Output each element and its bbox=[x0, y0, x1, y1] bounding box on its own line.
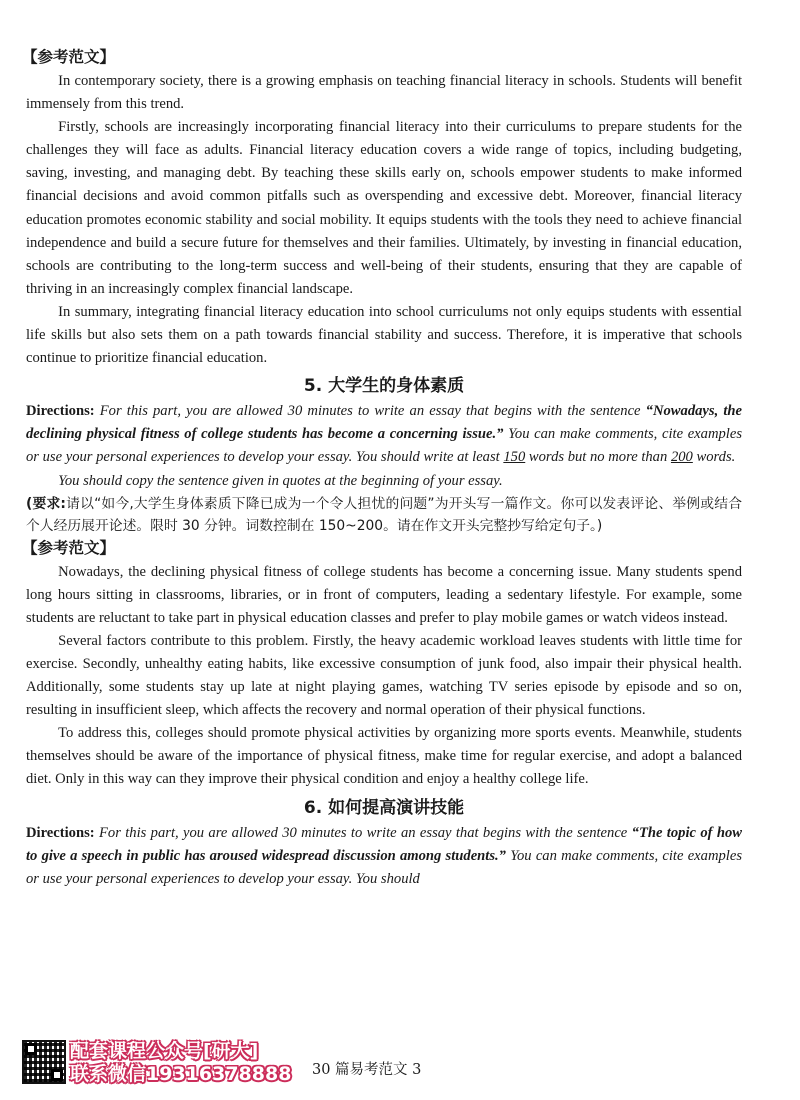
directions-text: For this part, you are allowed 30 minutes to write an essay that begins with the sentence bbox=[94, 403, 646, 420]
copy-note: You should copy the sentence given in quotes at the beginning of your essay. bbox=[58, 472, 503, 489]
directions-text-3: words but no more than bbox=[525, 449, 671, 466]
document-page bbox=[22, 46, 742, 891]
directions-text-4: words. bbox=[692, 449, 736, 466]
topic6-directions bbox=[26, 822, 742, 891]
directions-label: Directions: bbox=[26, 403, 95, 420]
min-words: 150 bbox=[503, 449, 526, 466]
requirement-label: (要求: bbox=[26, 495, 66, 512]
page-footer bbox=[22, 1040, 762, 1090]
essay2-paragraph-2: Several factors contribute to this problem. Firstly, the heavy academic workload leaves students with little time for exercise. Secondly, unhealthy eating habits, like excessive consumption of junk food, also impair their physical health. Additionally, some students stay up late at night playing games, watching TV series episode by episode and so on, resulting in insufficient sleep, which affects the recovery and normal operation of their physical functions. bbox=[26, 632, 742, 719]
stamp-line-1: 配套课程公众号[研大] bbox=[70, 1040, 259, 1062]
directions-quote: “Nowadays, the declining physical fitness of college students has become a concerning issue.” bbox=[26, 403, 742, 443]
chinese-requirement bbox=[26, 493, 742, 537]
directions-text-2: You can make comments, cite examples or use your personal experiences to develop your essay. You should bbox=[26, 847, 742, 887]
directions-label: Directions: bbox=[26, 824, 95, 841]
stamp-line-2: 联系微信19316378888 bbox=[70, 1063, 292, 1085]
promo-stamp bbox=[70, 1040, 330, 1086]
essay1-paragraph-2: Firstly, schools are increasingly incorporating financial literacy into their curriculums to prepare students for the challenges they will face as adults. Financial literacy education covers a wide range of topics, including budgeting, saving, investing, and managing debt. By teaching these skills early on, schools empower students to make informed financial decisions and avoid common pitfalls such as overspending and excessive debt. Moreover, financial literacy education promotes economic stability and social mobility. It equips students with the tools they need to achieve financial independence and build a secure future for themselves and their families. Ultimately, by investing in financial education, schools are contributing to the long-term success and well-being of their students, ensuring that they are capable of thriving in an increasingly complex financial landscape. bbox=[26, 119, 742, 297]
directions-quote: “The topic of how to give a speech in public has aroused widespread discussion among students.” bbox=[26, 824, 742, 864]
page-number: 30 篇易考范文 3 bbox=[312, 1062, 422, 1078]
topic5-heading: 5. 大学生的身体素质 bbox=[303, 376, 465, 397]
qr-code-icon bbox=[22, 1040, 66, 1084]
reference-essay-label-2: 【参考范文】 bbox=[22, 538, 116, 557]
essay2-paragraph-1: Nowadays, the declining physical fitness of college students has become a concerning issue. Many students spend long hours sitting in classrooms, libraries, or in front of computers, leading a sedentary lifestyle. For example, some students are reluctant to take part in physical education classes and prefer to play mobile games or watch videos instead. bbox=[26, 563, 742, 626]
essay2-paragraph-3: To address this, colleges should promote physical activities by organizing more sports events. Meanwhile, students themselves should be aware of the importance of physical fitness, make time for regular exercise, and adopt a balanced diet. Only in this way can they improve their physical condition and enjoy a healthy college life. bbox=[26, 725, 742, 788]
reference-essay-label: 【参考范文】 bbox=[22, 48, 116, 66]
essay1-paragraph-3: In summary, integrating financial literacy education into school curriculums not only equips students with essential life skills but also sets them on a path towards financial stability and success. Therefore, it is imperative that schools continue to prioritize financial education. bbox=[26, 303, 742, 367]
directions-text: For this part, you are allowed 30 minutes to write an essay that begins with the sentence bbox=[94, 824, 632, 841]
requirement-text: 请以“如今,大学生身体素质下降已成为一个令人担忧的问题”为开头写一篇作文。你可以发表评论、举例或结合个人经历展开论述。限时 30 分钟。词数控制在 150~200。请在作文开头完整抄写给定句子。) bbox=[26, 495, 742, 534]
essay1-paragraph-1: In contemporary society, there is a growing emphasis on teaching financial literacy in schools. Students will benefit immensely from this trend. bbox=[26, 73, 742, 113]
topic6-heading: 6. 如何提高演讲技能 bbox=[303, 797, 465, 818]
directions-text-2: You can make comments, cite examples or use your personal experiences to develop your essay. You should write at least bbox=[26, 426, 742, 466]
topic5-directions bbox=[26, 400, 742, 469]
max-words: 200 bbox=[670, 449, 693, 466]
